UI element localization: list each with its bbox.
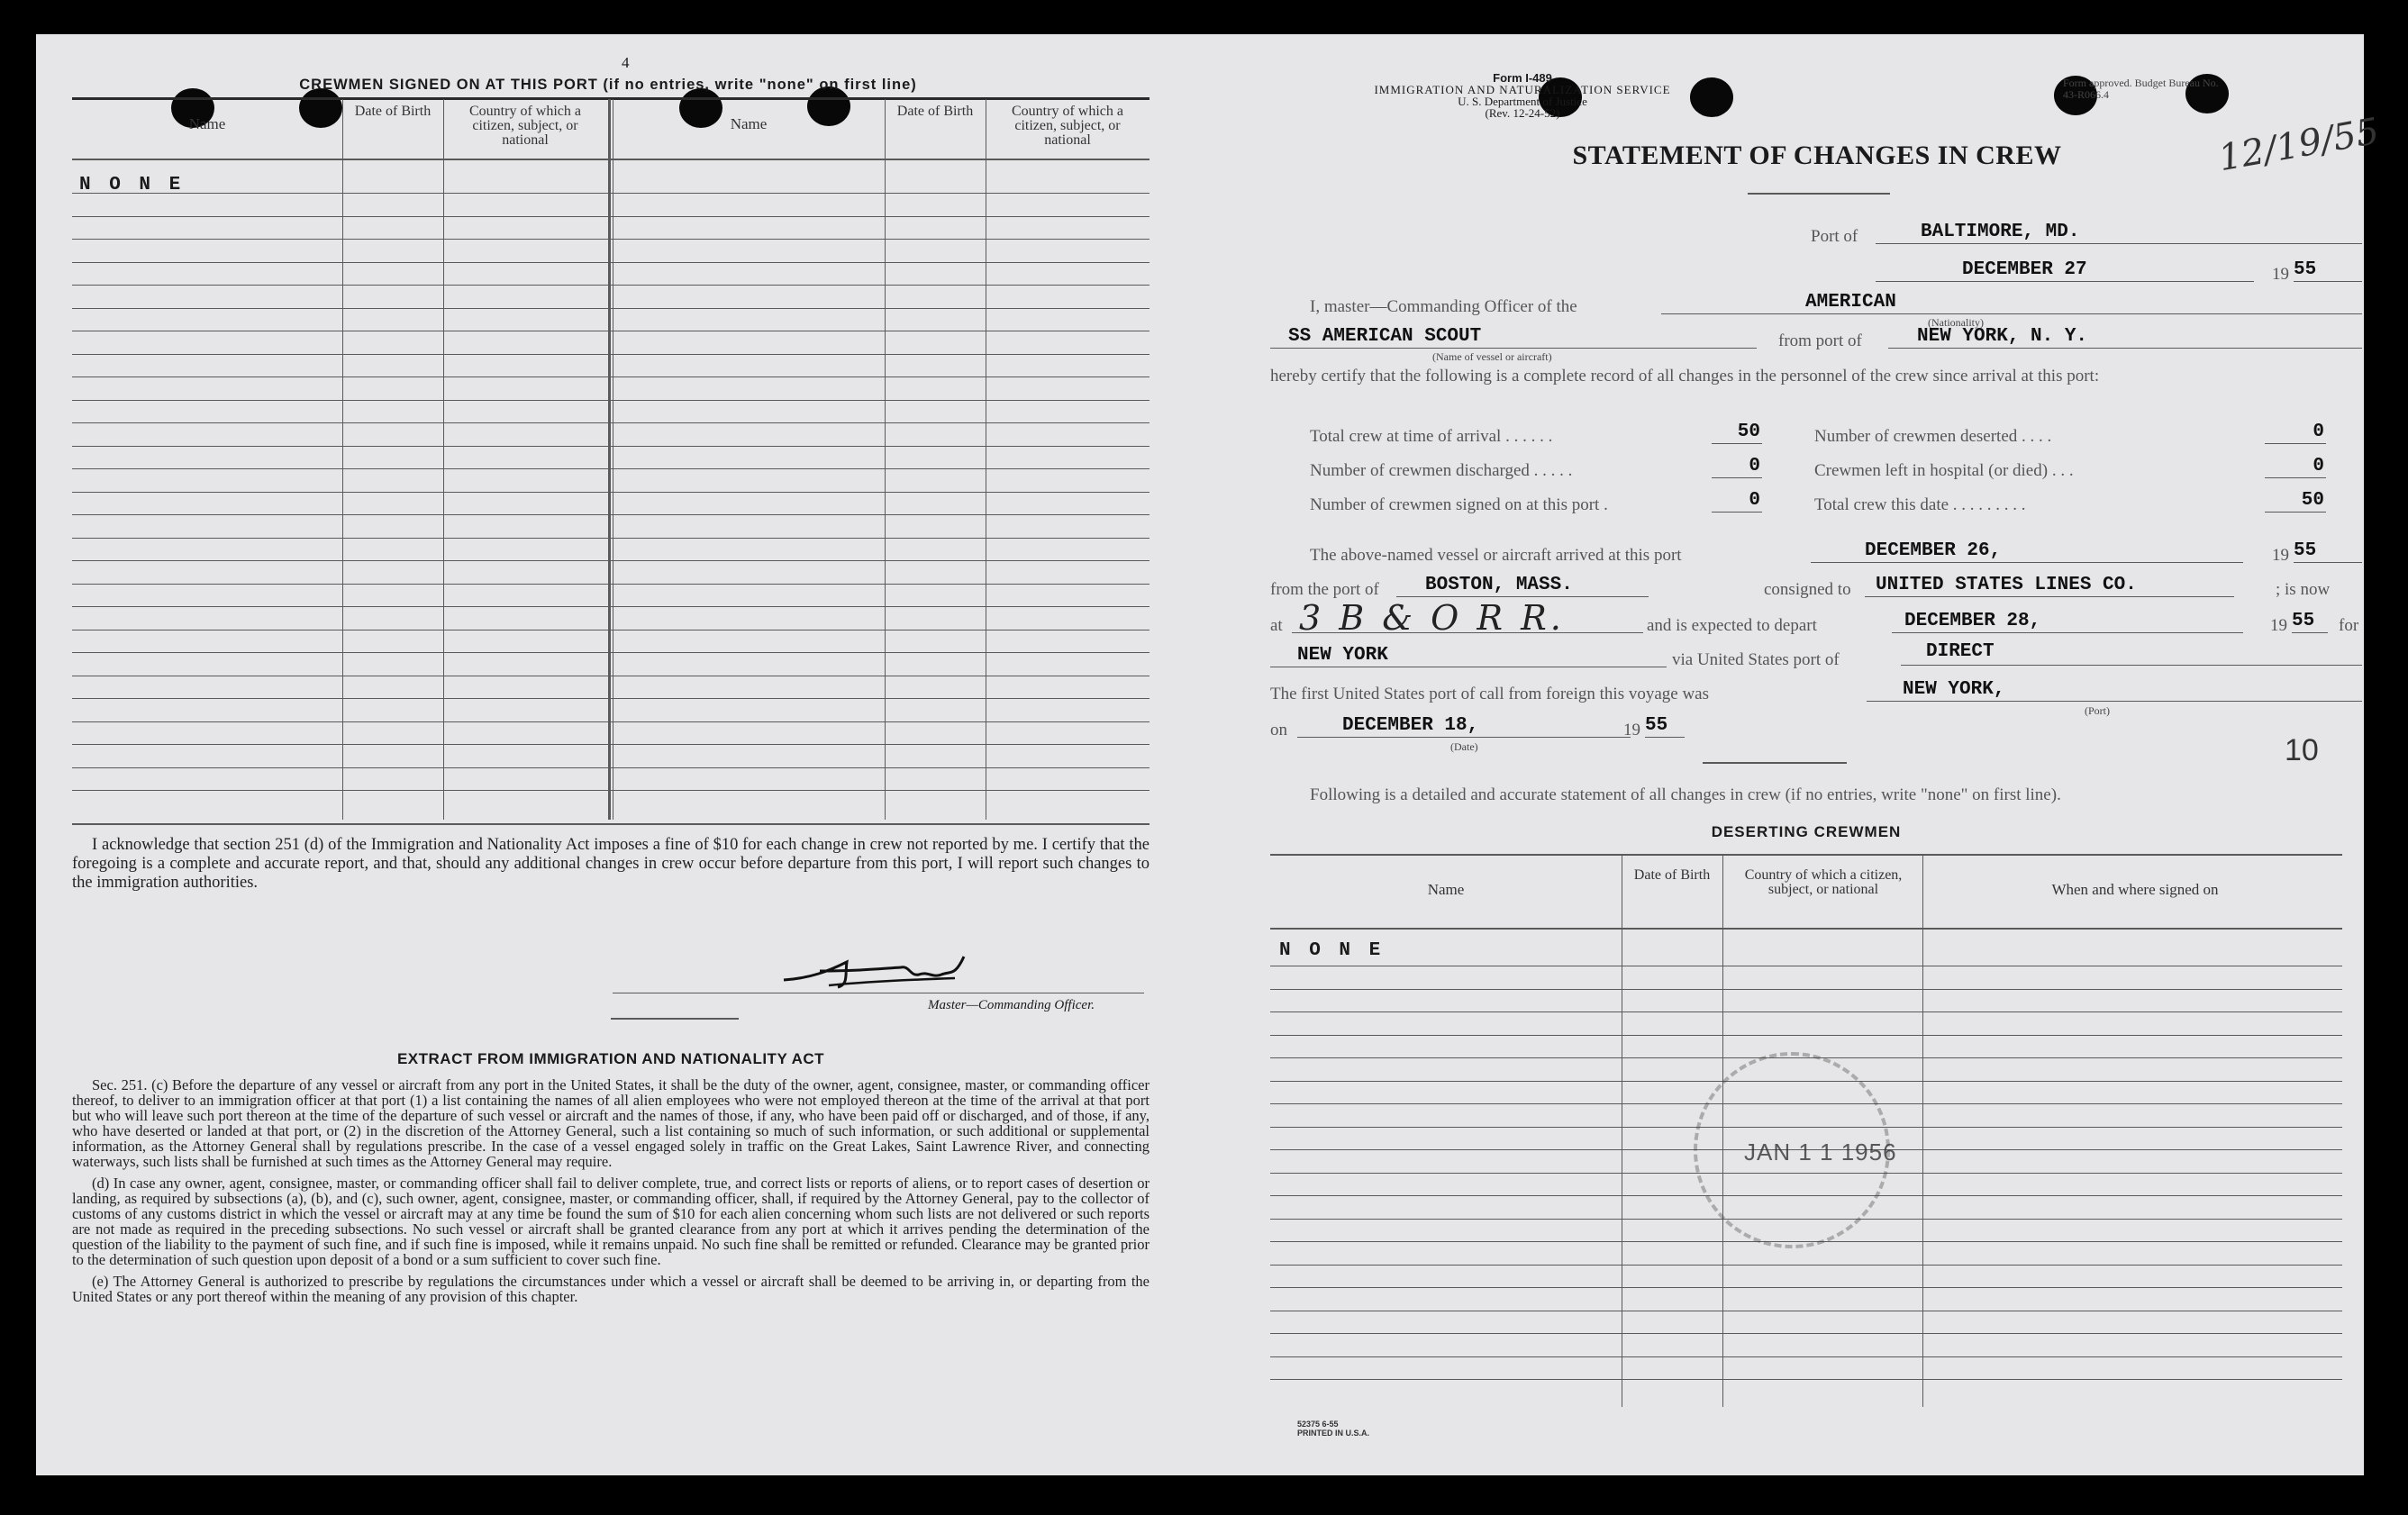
from-port-of-value: BOSTON, MASS. — [1425, 575, 1573, 595]
stat-underline — [1712, 443, 1762, 444]
stat-label: Number of crewmen discharged . . . . . — [1310, 461, 1573, 480]
for-label: for — [2339, 616, 2359, 635]
extract-section-d: (d) In case any owner, agent, consignee, master, or commanding officer shall fail to deliver complete, true, and correct lists or reports of aliens, or to report cases of desertion or landing, as required by subsections (a), (b), and (c), such owner, agent, consignee, master, or commanding officer, shall, if required by the Attorney General, pay to the collector of customs of any customs district in which the vessel or aircraft may at any time be found the sum of $10 for each alien concerning whom such lists are not delivered or such reports are not made as required in the preceding subsections. No such vessel or aircraft shall be granted clearance from any port at which it arrives pending the determination of the question of the liability to the payment of such fine, and if such fine is imposed, while it remains unpaid. No such fine shall be remitted or refunded. Clearance may be granted prior to the determination of such question upon deposit of a bond or a sum sufficient to cover such fine. — [72, 1175, 1149, 1268]
stat-underline — [2265, 443, 2326, 444]
desert-col-when-where: When and where signed on — [2051, 881, 2219, 898]
depart-year-prefix: 19 — [2270, 616, 2287, 635]
stat-label: Number of crewmen deserted . . . . — [1814, 427, 2052, 446]
year-prefix: 19 — [2272, 265, 2289, 284]
col-header-country-2: Country of which a citizen, subject, or national — [1012, 104, 1123, 148]
table-row-line — [1270, 1035, 2342, 1036]
col-header-name-2: Name — [730, 115, 768, 132]
table-row-line — [1270, 1356, 2342, 1357]
table-row-line — [72, 492, 1149, 493]
table-row-line — [1270, 989, 2342, 990]
stat-label: Total crew at time of arrival . . . . . . — [1310, 427, 1553, 446]
table-row-line — [72, 652, 1149, 653]
form-number: Form I-489 — [1493, 71, 1552, 85]
page-number: 4 — [622, 54, 630, 71]
table-row-line — [72, 193, 1149, 194]
table-row-line — [1270, 1333, 2342, 1334]
stat-label: Total crew this date . . . . . . . . . — [1814, 495, 2026, 514]
via-port-value: DIRECT — [1926, 641, 1995, 662]
vessel-name: SS AMERICAN SCOUT — [1288, 326, 1482, 347]
port-caption: (Port) — [2085, 704, 2110, 717]
table-row-line — [72, 767, 1149, 768]
table-row-line — [72, 262, 1149, 263]
table-row-line — [72, 514, 1149, 515]
date-caption: (Date) — [1450, 740, 1478, 753]
consigned-label: consigned to — [1764, 580, 1851, 599]
table-row-line — [72, 538, 1149, 539]
table-row-line — [72, 744, 1149, 745]
revision: (Rev. 12-24-52) — [1485, 106, 1560, 120]
depart-date: DECEMBER 28, — [1904, 611, 2041, 631]
table-row-line — [72, 400, 1149, 401]
following-text: Following is a detailed and accurate statement of all changes in crew (if no entries, write "none" on first line). — [1310, 785, 2061, 804]
date-value: DECEMBER 27 — [1962, 259, 2087, 280]
nationality-caption: (Nationality) — [1928, 316, 1984, 329]
arrived-date: DECEMBER 26, — [1865, 540, 2002, 561]
desert-col-dob: Date of Birth — [1633, 867, 1711, 883]
col-header-dob: Date of Birth — [354, 104, 432, 119]
at-location-handwritten: 3 B & O R R. — [1299, 598, 1565, 638]
stat-label: Crewmen left in hospital (or died) . . . — [1814, 461, 2074, 480]
table-row-line — [72, 446, 1149, 447]
from-port-value: NEW YORK, N. Y. — [1917, 326, 2088, 347]
master-text: I, master—Commanding Officer of the — [1310, 297, 1577, 316]
on-label: on — [1270, 721, 1287, 739]
table-row-line — [1270, 1379, 2342, 1380]
table-row-line — [1270, 1287, 2342, 1288]
vessel-caption: (Name of vessel or aircraft) — [1432, 350, 1552, 363]
depart-year: 55 — [2292, 611, 2315, 631]
handwritten-date: 12/19/55 — [2215, 110, 2383, 180]
document-page — [36, 34, 2383, 1475]
department: U. S. Department of Justice — [1458, 95, 1587, 108]
stat-underline — [2265, 477, 2326, 478]
expected-label: and is expected to depart — [1647, 616, 1817, 635]
stat-underline — [1712, 477, 1762, 478]
table-row-line — [72, 216, 1149, 217]
acknowledgment-text: I acknowledge that section 251 (d) of the Immigration and Nationality Act imposes a fine of $10 for each change in crew not reported by me. I certify that the foregoing is a complete and accurate report, and that, should any additional changes in crew occur before departure from this port, I will report such changes to the immigration authorities. — [72, 836, 1149, 892]
stat-underline — [2265, 512, 2326, 513]
stat-value: 0 — [2313, 456, 2324, 476]
for-port-value: NEW YORK — [1297, 645, 1388, 666]
table-row-line — [72, 376, 1149, 377]
port-of-value: BALTIMORE, MD. — [1921, 222, 2080, 242]
extract-title: EXTRACT FROM IMMIGRATION AND NATIONALITY ACT — [396, 1050, 825, 1067]
arrived-year: 55 — [2294, 540, 2317, 561]
arrived-text: The above-named vessel or aircraft arrived at this port — [1310, 546, 1682, 565]
stat-value: 0 — [2313, 422, 2324, 442]
year-value: 55 — [2294, 259, 2317, 280]
deserting-crewmen-title: DESERTING CREWMEN — [1711, 823, 1902, 840]
first-entry-none: N O N E — [79, 175, 185, 195]
table-row-line — [72, 285, 1149, 286]
via-label: via United States port of — [1672, 650, 1840, 669]
table-row-line — [72, 468, 1149, 469]
left-page — [72, 43, 1186, 1475]
col-header-name: Name — [188, 115, 226, 132]
table-row-line — [72, 721, 1149, 722]
stat-underline — [1712, 512, 1762, 513]
nationality-value: AMERICAN — [1805, 292, 1896, 313]
port-of-label: Port of — [1811, 227, 1858, 246]
stat-value: 50 — [1737, 422, 1760, 442]
arrived-year-prefix: 19 — [2272, 546, 2289, 565]
on-date: DECEMBER 18, — [1342, 715, 1479, 736]
extract-section-c: Sec. 251. (c) Before the departure of any vessel or aircraft from any port in the United States, it shall be the duty of the owner, agent, consignee, master, or commanding officer thereof, to deliver to an immigration officer at that port (1) a list containing the names of all alien employees who were not employed thereon at the time of the arrival at that port but who will leave such port thereon at the time of the departure of such vessel or aircraft and the names of those, if any, who have been paid off or discharged, and of those, if any, who have deserted or landed at that port, or (2) in the discretion of the Attorney General, such a list containing so much of such information, or such additional or supplemental information, as the Attorney General shall by regulations prescribe. In the case of a vessel engaged solely in traffic on the Great Lakes, Saint Lawrence River, and connecting waterways, such lists shall be furnished at such times as the Attorney General may require. — [72, 1076, 1149, 1170]
desert-first-entry-none: N O N E — [1279, 940, 1385, 961]
crewmen-signed-on-title: CREWMEN SIGNED ON AT THIS PORT (if no entries, write "none" on first line) — [299, 77, 917, 93]
table-row-line — [72, 584, 1149, 585]
printer-code: 52375 6-55 — [1297, 1420, 1339, 1429]
table-row-line — [72, 698, 1149, 699]
table-row-line — [72, 422, 1149, 423]
table-row-line — [72, 790, 1149, 791]
first-port-text: The first United States port of call from foreign this voyage was — [1270, 685, 1710, 703]
extract-section-e: (e) The Attorney General is authorized to prescribe by regulations the circumstances under which a vessel or aircraft shall be deemed to be arriving in, or departing from the United States or any port thereof within the meaning of any provision of this chapter. — [72, 1273, 1149, 1305]
table-row-line — [72, 354, 1149, 355]
table-row-line — [72, 560, 1149, 561]
crewmen-signed-on-table — [72, 99, 1149, 459]
master-signature — [775, 944, 973, 998]
form-title: STATEMENT OF CHANGES IN CREW — [1572, 141, 2062, 170]
table-row-line — [72, 308, 1149, 309]
extract-body — [72, 1077, 1149, 1311]
stat-value: 0 — [1749, 490, 1760, 511]
printed-in: PRINTED IN U.S.A. — [1297, 1429, 1370, 1438]
stamp-date: JAN 1 1 1956 — [1744, 1139, 1897, 1166]
stat-value: 0 — [1749, 456, 1760, 476]
consigned-to-value: UNITED STATES LINES CO. — [1876, 575, 2137, 595]
table-row-line — [1270, 1265, 2342, 1266]
agency: IMMIGRATION AND NATURALIZATION SERVICE — [1374, 83, 1671, 96]
table-row-line — [72, 239, 1149, 240]
right-page — [1270, 34, 2383, 1475]
col-header-country: Country of which a citizen, subject, or national — [469, 104, 581, 148]
stat-label: Number of crewmen signed on at this port . — [1310, 495, 1608, 514]
signature-caption: Master—Commanding Officer. — [928, 998, 1095, 1012]
printer-info — [1297, 1420, 1369, 1438]
first-port-value: NEW YORK, — [1903, 679, 2005, 700]
on-year-prefix: 19 — [1623, 721, 1640, 739]
col-header-dob-2: Date of Birth — [896, 104, 974, 119]
at-label: at — [1270, 616, 1283, 635]
table-row-line — [72, 606, 1149, 607]
from-port-label: from port of — [1778, 331, 1862, 350]
page-mark: 10 — [2285, 733, 2319, 767]
from-port-of-label: from the port of — [1270, 580, 1379, 599]
budget-approval: Form approved. Budget Bureau No. 43-R066.4 — [2063, 77, 2219, 101]
crew-stats — [1310, 422, 2364, 530]
is-now-label: ; is now — [2276, 580, 2331, 599]
certify-text: hereby certify that the following is a complete record of all changes in the personnel of the crew since arrival at this port: — [1270, 367, 2100, 386]
desert-col-country: Country of which a citizen, subject, or national — [1744, 867, 1903, 897]
desert-col-name: Name — [1427, 881, 1465, 898]
stat-value: 50 — [2301, 490, 2324, 511]
form-header — [1270, 72, 1775, 119]
on-year: 55 — [1645, 715, 1668, 736]
